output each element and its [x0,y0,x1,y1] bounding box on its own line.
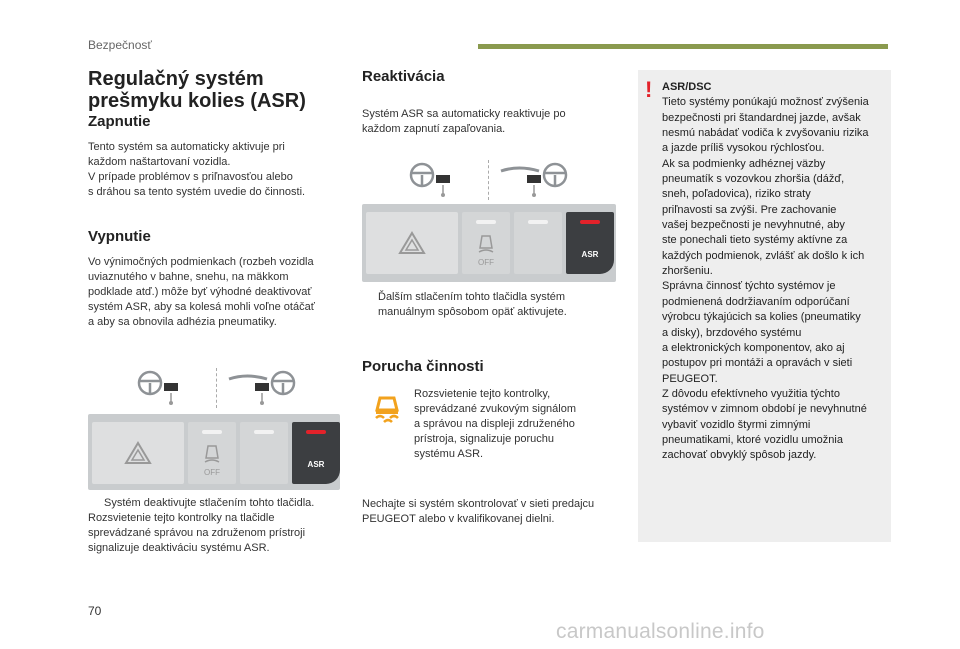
hazard-button[interactable] [366,212,458,274]
warning-line: podmienená dodržiavaním odporúčaní [662,295,850,308]
warning-line: Z dôvodu efektívneho využitia týchto [662,387,840,400]
text-line: s dráhou sa tento systém uvedie do činnosti. [88,186,306,198]
text-line: podklade atď.) môže byť výhodné deaktivovať [88,286,312,298]
paragraph-vypnutie [88,255,350,330]
traction-icon [188,438,236,468]
text-line: manuálnym spôsobom opäť aktivujete. [378,306,567,318]
warning-lines [662,95,886,463]
exclamation-icon: ! [645,77,653,102]
warning-line: Správna činnosť týchto systémov je [662,280,836,293]
hazard-triangle-icon [398,231,426,255]
paragraph-porucha [414,387,624,462]
steering-wheel-icon [499,161,571,199]
warning-line: bezpečnosti pri štandardnej jazde, avšak [662,111,861,124]
text-line: sprevádzané zvukovým signálom [414,403,577,415]
text-line: každom naštartovaní vozidla. [88,156,231,168]
warning-line: pneumatík s vozovkou zhoršia (dážď, [662,173,845,186]
separator [216,368,217,408]
traction-warning-icon [370,392,404,426]
text-line: Systém ASR sa automaticky reaktivuje po [362,108,566,120]
asr-button[interactable] [566,212,614,274]
warning-line: PEUGEOT. [662,372,718,385]
hazard-triangle-icon [124,441,152,465]
steering-wheel-icon [227,369,299,407]
warning-line: zachovať obvyklý spôsob jazdy. [662,449,817,462]
separator [488,160,489,200]
warning-line: postupov pri montáži a opravách v sieti [662,357,853,370]
bullet-item [88,496,350,511]
text-line: Rozsvietenie tejto kontrolky na tlačidle [88,512,275,524]
warning-line: sneh, poľadovica), riziko straty [662,188,811,201]
text-line: každom zapnutí zapaľovania. [362,123,506,135]
bullet-reactivate [362,290,622,320]
heading-vypnutie: Vypnutie [88,228,151,245]
paragraph-zapnutie [88,140,348,200]
warning-line: pneumatikami, ktoré vozidlu umožnia [662,433,843,446]
text-line: Tento systém sa automaticky aktivuje pri [88,141,285,153]
title-line-1: Regulačný systém [88,68,264,90]
warning-line: Tieto systémy ponúkajú možnosť zvýšenia [662,96,869,109]
steering-icons-off [136,368,299,408]
asr-label: ASR [581,250,599,259]
blank-button[interactable] [240,422,288,484]
blank-button[interactable] [514,212,562,274]
title-line-2: prešmyku kolies (ASR) [88,90,306,112]
text-line: Ďalším stlačením tohto tlačidla systém [378,291,566,303]
warning-line: zhoršeniu. [662,265,713,278]
indicator-led [528,220,548,224]
text-line: a aby sa obnovila adhézia pneumatiky. [88,316,277,328]
steering-wheel-icon [408,161,478,199]
steering-icons-on [408,160,571,200]
text-line: Systém deaktivujte stlačením tohto tlačidla. [104,497,315,509]
section-rule [478,44,888,49]
text-line: Nechajte si systém skontrolovať v sieti predajcu [362,498,595,510]
warning-line: vybaviť vozidlo štyrmi zimnými [662,418,811,431]
paragraph-reaktivacia [362,107,622,137]
warning-line: a jazde príliš vysokou rýchlosťou. [662,142,825,155]
warning-line: systémov v zimnom období je nevyhnutné [662,403,867,416]
warning-line: výrobcu týkajúcich sa kolies (pneumatiky [662,311,861,324]
text-line: Rozsvietenie tejto kontrolky, [414,388,551,400]
bullet-item [362,305,622,320]
text-line: sprevádzané správou na združenom prístroji [88,527,306,539]
bullet-marker [88,496,104,511]
text-line: uviaznutého v bahne, snehu, na mäkkom [88,271,289,283]
page-title [88,68,348,112]
text-line: PEUGEOT alebo v kvalifikovanej dielni. [362,513,555,525]
warning-line: priľnavosti sa zvýši. Pre zachovanie [662,203,837,216]
warning-line: nesmú nabádať vodiča k zvyšovaniu rizika [662,127,869,140]
section-label: Bezpečnosť [88,38,152,52]
warning-line: vašej bezpečnosti je nevyhnutné, aby [662,219,845,232]
warning-text [662,80,886,464]
warning-line: Ak sa podmienky adhéznej väzby [662,157,826,170]
heading-zapnutie: Zapnutie [88,113,151,130]
esp-off-button[interactable] [188,422,236,484]
text-line: Vo výnimočných podmienkach (rozbeh vozidla [88,256,314,268]
warning-line: a elektronických komponentov, ako aj [662,341,845,354]
text-line: V prípade problémov s priľnavosťou alebo [88,171,293,183]
page-number: 70 [88,604,102,618]
warning-line: a disky), brzdového systému [662,326,802,339]
paragraph-check [362,497,624,527]
indicator-led-red [580,220,600,224]
text-line: prístroja, signalizuje poruchu [414,433,555,445]
indicator-led [202,430,222,434]
steering-wheel-icon [136,369,206,407]
indicator-led [476,220,496,224]
text-line: systém ASR, aby sa kolesá mohli voľne otáčať [88,301,315,313]
off-label: OFF [204,468,220,477]
text-line: a správou na displeji združeného [414,418,575,430]
asr-button[interactable] [292,422,340,484]
heading-porucha: Porucha činnosti [362,358,484,375]
warning-line: každých podmienok, zvlášť ak došlo k ich [662,249,865,262]
traction-icon [462,228,510,258]
bullet-item [362,290,622,305]
text-line: signalizuje deaktiváciu systému ASR. [88,542,270,554]
button-panel-off [88,414,340,490]
button-panel-on [362,204,616,282]
warning-line: ste ponechali tieto systémy aktívne za [662,234,848,247]
bullet-marker [362,290,378,305]
indicator-led-red [306,430,326,434]
watermark: carmanualsonline.info [556,620,765,643]
off-label: OFF [478,258,494,267]
warning-title: ASR/DSC [662,81,712,93]
indicator-led [254,430,274,434]
bullet-deactivate [88,496,350,556]
heading-reaktivacia: Reaktivácia [362,68,445,85]
esp-off-button[interactable] [462,212,510,274]
hazard-button[interactable] [92,422,184,484]
asr-label: ASR [307,460,325,469]
text-line: systému ASR. [414,448,484,460]
